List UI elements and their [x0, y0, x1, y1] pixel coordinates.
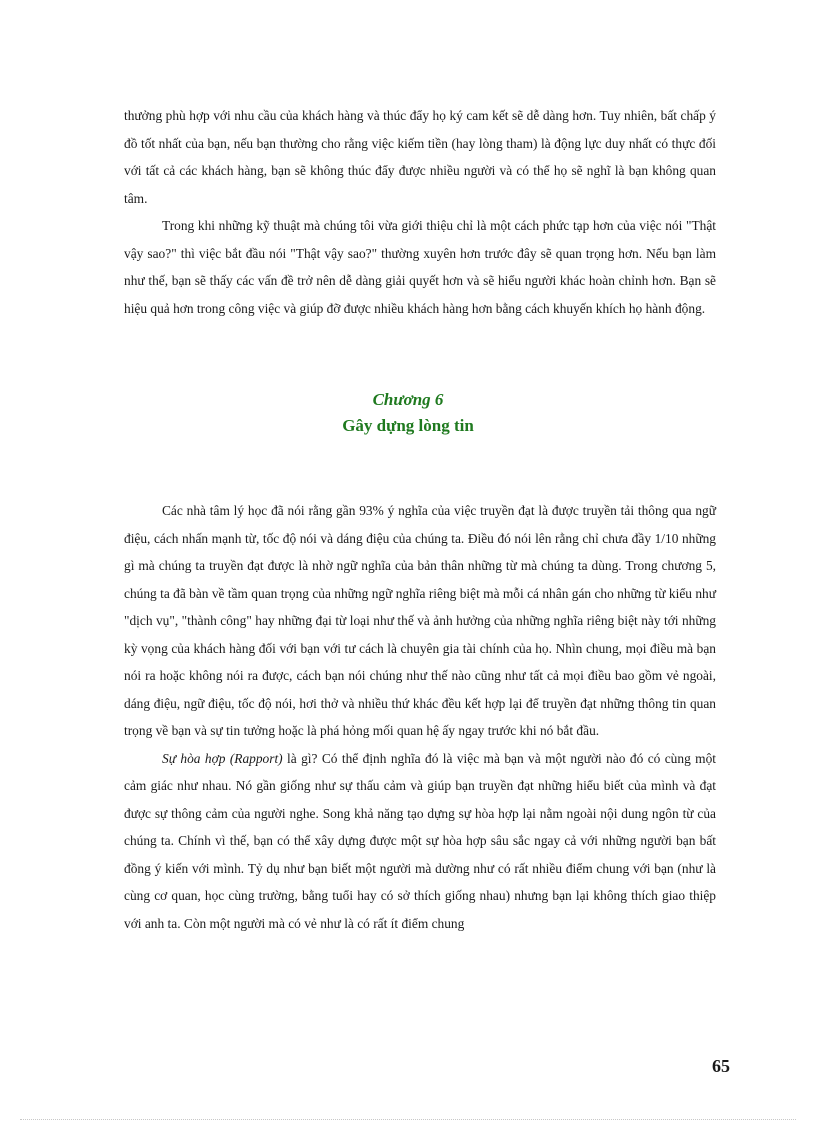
page-bottom-divider [20, 1119, 796, 1120]
paragraph-psychologists: Các nhà tâm lý học đã nói rằng gần 93% ý nghĩa của việc truyền đạt là được truyền tải thông qua ngữ điệu, cách nhấn mạnh từ, tốc độ nói và dáng điệu của chúng ta. Điều đó nói lên rằng chỉ chưa đầy 1/10 những gì mà chúng ta truyền đạt được là nhờ ngữ nghĩa của bản thân những từ mà chúng ta dùng. Trong chương 5, chúng ta đã bàn về tầm quan trọng của những ngữ nghĩa riêng biệt mà mỗi cá nhân gán cho những từ kiểu như "dịch vụ", "thành công" hay những đại từ loại như thế và ảnh hưởng của những nghĩa riêng biệt này tới những kỳ vọng của khách hàng đối với bạn với tư cách là chuyên gia tài chính của họ. Nhìn chung, mọi điều mà bạn nói ra hoặc không nói ra được, cách bạn nói chúng như thế nào cũng như tất cả mọi điều bao gồm vẻ ngoài, dáng điệu, ngữ điệu, tốc độ nói, hơi thở và nhiều thứ khác đều kết hợp lại để truyền đạt những thông tin quan trọng về bạn và sự tin tưởng hoặc là phá hỏng mối quan hệ ấy ngay trước khi nó bắt đầu. [124, 503, 716, 738]
chapter-title: Gây dựng lòng tin [342, 416, 474, 435]
paragraph-really: Trong khi những kỹ thuật mà chúng tôi vừa giới thiệu chỉ là một cách phức tạp hơn của việc nói "Thật vậy sao?" thì việc bắt đầu nói "Thật vậy sao?" thường xuyên hơn trước đây sẽ quan trọng hơn. Nếu bạn làm như thế, bạn sẽ thấy các vấn đề trở nên dễ dàng giải quyết hơn và sẽ hiểu người khác hoàn chỉnh hơn. Bạn sẽ hiệu quả hơn trong công việc và giúp đỡ được nhiều khách hàng hơn bằng cách khuyến khích họ hành động. [124, 218, 716, 316]
text-block-chapter [124, 497, 716, 937]
paragraph-rapport [124, 745, 716, 938]
rapport-term: Sự hòa hợp (Rapport) [162, 750, 283, 766]
paragraph-continued: thưởng phù hợp với nhu cầu của khách hàng và thúc đẩy họ ký cam kết sẽ dễ dàng hơn. Tuy nhiên, bất chấp ý đồ tốt nhất của bạn, nếu bạn thường cho rằng việc kiếm tiền (hay lòng tham) là động lực duy nhất có thực đối với tất cả các khách hàng, bạn sẽ không thúc đẩy được nhiều người và có thể họ sẽ nghĩ là bạn không quan tâm. [124, 108, 716, 206]
chapter-number: Chương 6 [372, 390, 444, 409]
text-block-intro [124, 102, 716, 322]
page-number: 65 [712, 1056, 730, 1076]
rapport-text: là gì? Có thể định nghĩa đó là việc mà bạn và một người nào đó có cùng một cảm giác như nhau. Nó gần giống như sự thấu cảm và giúp bạn truyền đạt những hiểu biết của mình và đạt được sự thông cảm của người nghe. Song khả năng tạo dựng sự hòa hợp lại nằm ngoài nội dung ngôn từ của chúng ta. Chính vì thế, bạn có thể xây dựng được một sự hòa hợp sâu sắc ngay cả với những người bạn bất đồng ý kiến với mình. Tỷ dụ như bạn biết một người mà dường như có rất nhiều điểm chung với bạn (như là cùng cơ quan, học cùng trường, bằng tuổi hay có sở thích giống nhau) nhưng bạn lại không thích giao thiệp với anh ta. Còn một người mà có vẻ như là có rất ít điểm chung [124, 750, 716, 931]
